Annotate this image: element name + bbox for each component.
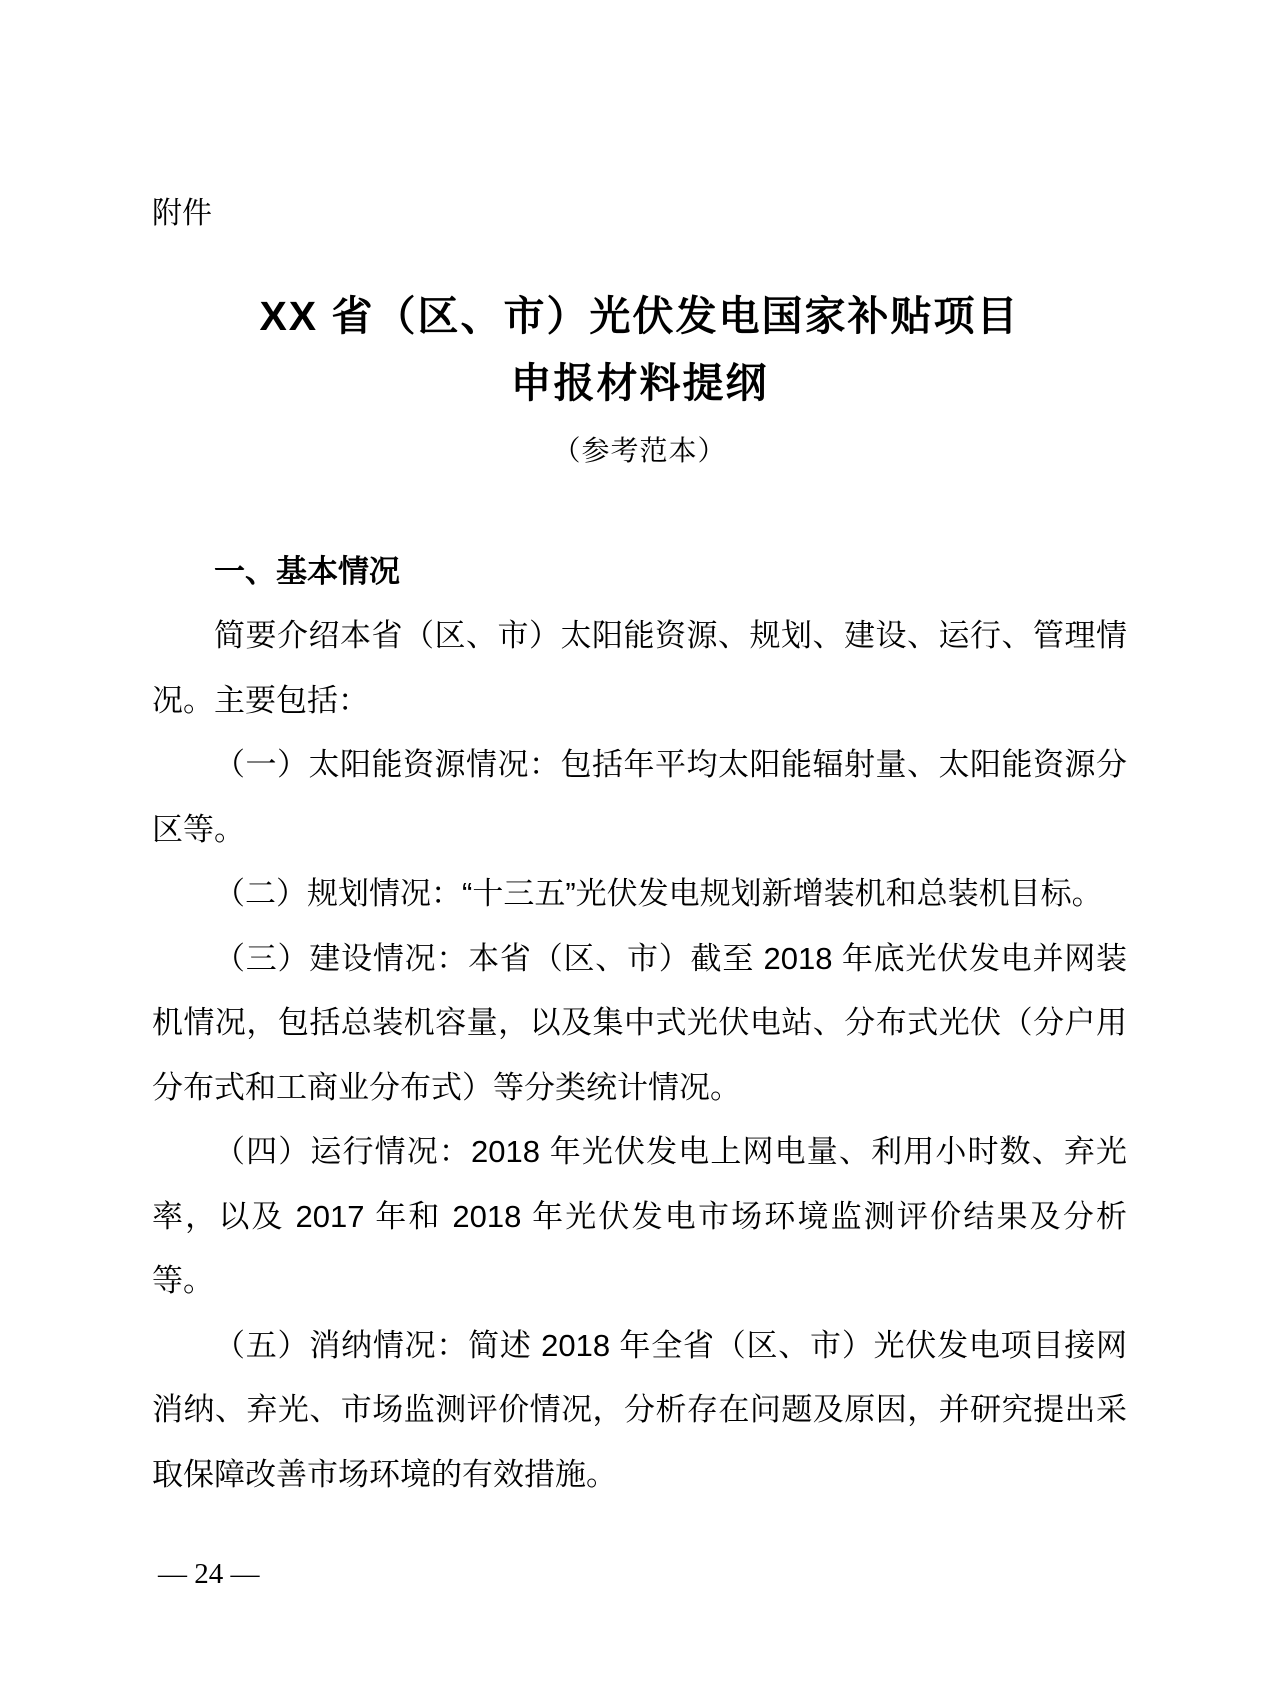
item-paragraph-1: （一）太阳能资源情况：包括年平均太阳能辐射量、太阳能资源分区等。 <box>152 747 1127 847</box>
page-number: — 24 — <box>158 1558 260 1590</box>
title-block <box>152 294 1127 468</box>
section-heading: 一、基本情况 <box>214 553 400 589</box>
attachment-label: 附件 <box>152 197 212 230</box>
intro-paragraph: 简要介绍本省（区、市）太阳能资源、规划、建设、运行、管理情况。主要包括： <box>152 618 1127 718</box>
doc-title-line1: XX 省（区、市）光伏发电国家补贴项目 <box>259 293 1020 339</box>
doc-subtitle: （参考范本） <box>552 435 727 467</box>
item-paragraph-3: （三）建设情况：本省（区、市）截至 2018 年底光伏发电并网装机情况，包括总装机容量，以及集中式光伏电站、分布式光伏（分户用分布式和工商业分布式）等分类统计情况。 <box>152 940 1127 1105</box>
item-paragraph-4: （四）运行情况：2018 年光伏发电上网电量、利用小时数、弃光率，以及 2017 年和 2018 年光伏发电市场环境监测评价结果及分析等。 <box>152 1134 1127 1299</box>
doc-title-line2: 申报材料提纲 <box>510 360 769 407</box>
document-body <box>152 540 1127 1508</box>
item-paragraph-2: （二）规划情况：“十三五”光伏发电规划新增装机和总装机目标。 <box>214 876 1103 912</box>
item-paragraph-5: （五）消纳情况：简述 2018 年全省（区、市）光伏发电项目接网消纳、弃光、市场监测评价情况，分析存在问题及原因，并研究提出采取保障改善市场环境的有效措施。 <box>152 1327 1127 1492</box>
